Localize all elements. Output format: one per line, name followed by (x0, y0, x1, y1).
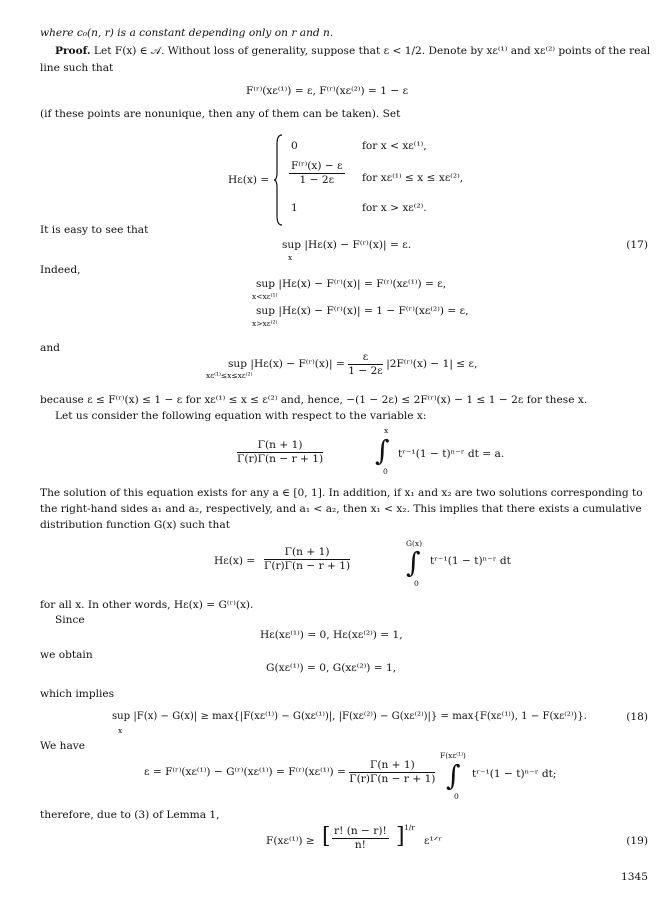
piecewise-condition-1: for x < xε⁽¹⁾, (362, 140, 427, 152)
equation-sup-upper-subscript: x>xε⁽²⁾ (252, 319, 278, 328)
piecewise-condition-3: for x > xε⁽²⁾. (362, 202, 427, 214)
text-line-11: the right-hand sides a₁ and a₂, respectively, and a₁ < a₂, then x₁ < x₂. This implies that there exists a cumulative (40, 503, 642, 515)
equation-H-values: Hε(xε⁽¹⁾) = 0, Hε(xε⁽²⁾) = 1, (260, 629, 403, 641)
equation-G-values: G(xε⁽¹⁾) = 0, G(xε⁽²⁾) = 1, (266, 662, 397, 674)
equation-integral-a (237, 440, 323, 464)
sup-middle-left: sup |Hε(x) − F⁽ʳ⁾(x)| = (228, 358, 345, 371)
equation-number-19: (19) (626, 835, 648, 847)
equation-number-17: (17) (626, 239, 648, 251)
equation-number-18: (18) (626, 711, 648, 723)
text-line-3: line such that (40, 62, 114, 74)
text-line-16: which implies (40, 688, 115, 700)
text-line-4: (if these points are nonunique, then any of them can be taken). Set (40, 108, 401, 120)
equation-17: sup |Hε(x) − F⁽ʳ⁾(x)| = ε. (282, 239, 412, 251)
integral-a-denominator: Γ(r)Γ(n − r + 1) (237, 452, 324, 465)
integral-sign-H-G: ∫ (406, 546, 421, 579)
epsilon-denominator: Γ(r)Γ(n − r + 1) (349, 772, 436, 785)
text-line-14: Since (55, 614, 85, 626)
integral-a-lower-limit: 0 (383, 467, 388, 476)
equation-points-definition: F⁽ʳ⁾(xε⁽¹⁾) = ε, F⁽ʳ⁾(xε⁽²⁾) = 1 − ε (246, 85, 409, 97)
proof-text: Let F(x) ∈ 𝒜. Without loss of generality, suppose that ε < 1/2. Denote by xε⁽¹⁾ and xε⁽²⁾ points of the real (93, 45, 651, 57)
text-line-8: because ε ≤ F⁽ʳ⁾(x) ≤ 1 − ε for xε⁽¹⁾ ≤ x ≤ ε⁽²⁾ and, hence, −(1 − 2ε) ≤ 2F⁽ʳ⁾(x) − 1 ≤ 1 − 2ε for these x. (40, 394, 588, 406)
integral-a-numerator: Γ(n + 1) (237, 440, 323, 453)
equation-19-epsilon-term: ε¹ᐟʳ (424, 835, 442, 847)
equation-18-subscript: x (118, 726, 123, 735)
text-line-15: we obtain (40, 649, 93, 661)
case-2-denominator: 1 − 2ε (299, 173, 335, 186)
text-line-10: The solution of this equation exists for any a ∈ [0, 1]. In addition, if x₁ and x₂ are two solutions corresponding to (40, 487, 643, 499)
text-line-12: distribution function G(x) such that (40, 519, 230, 531)
piecewise-brace (274, 134, 284, 226)
epsilon-left: ε = F⁽ʳ⁾(xε⁽¹⁾) − G⁽ʳ⁾(xε⁽¹⁾) = F⁽ʳ⁾(xε⁽¹⁾) = (144, 766, 346, 779)
integral-sign-epsilon: ∫ (446, 759, 461, 792)
piecewise-case-1: 0 (291, 140, 298, 152)
epsilon-integrand: tʳ⁻¹(1 − t)ⁿ⁻ʳ dt; (472, 768, 557, 780)
bracket-left: [ (322, 824, 331, 849)
epsilon-lower-limit: 0 (454, 792, 459, 801)
piecewise-lhs: Hε(x) = (228, 174, 270, 186)
epsilon-numerator: Γ(n + 1) (349, 760, 435, 773)
equation-sup-middle (228, 352, 477, 376)
integral-a-integrand: tʳ⁻¹(1 − t)ⁿ⁻ʳ dt = a. (398, 448, 505, 460)
equation-H-G-lhs: Hε(x) = (214, 555, 256, 567)
text-line-7: and (40, 342, 60, 354)
equation-sup-lower: sup |Hε(x) − F⁽ʳ⁾(x)| = F⁽ʳ⁾(xε⁽¹⁾) = ε, (256, 278, 447, 290)
H-G-upper-limit: G(x) (406, 539, 423, 548)
text-line-18: therefore, due to (3) of Lemma 1, (40, 809, 220, 821)
epsilon-upper-limit: F(xε⁽¹⁾) (440, 751, 466, 760)
H-G-lower-limit: 0 (414, 579, 419, 588)
sup-middle-numerator: ε (348, 352, 383, 365)
text-line-9: Let us consider the following equation with respect to the variable x: (55, 410, 427, 422)
bracket-right: ] (396, 824, 405, 849)
H-G-integrand: tʳ⁻¹(1 − t)ⁿ⁻ʳ dt (430, 555, 511, 567)
equation-19-lhs: F(xε⁽¹⁾) ≥ (266, 835, 315, 847)
H-G-numerator: Γ(n + 1) (264, 547, 350, 560)
page-number: 1345 (621, 871, 648, 883)
equation-H-G (264, 547, 350, 571)
equation-sup-upper: sup |Hε(x) − F⁽ʳ⁾(x)| = 1 − F⁽ʳ⁾(xε⁽²⁾) = ε, (256, 305, 469, 317)
equation-19-fraction (332, 826, 389, 850)
sup-middle-right: |2F⁽ʳ⁾(x) − 1| ≤ ε, (386, 358, 478, 371)
piecewise-condition-2: for xε⁽¹⁾ ≤ x ≤ xε⁽²⁾, (362, 172, 464, 184)
integral-sign-a: ∫ (375, 434, 390, 467)
case-2-numerator: F⁽ʳ⁾(x) − ε (291, 160, 343, 172)
equation-sup-middle-subscript: xε⁽¹⁾≤x≤xε⁽²⁾ (206, 371, 253, 380)
proof-label: Proof. (55, 45, 91, 57)
equation-19-numerator: r! (n − r)! (334, 825, 387, 837)
text-line-13: for all x. In other words, Hε(x) = G⁽ʳ⁾(x). (40, 599, 254, 611)
equation-17-subscript: x (288, 253, 293, 262)
text-line-1: where c₀(n, r) is a constant depending only on r and n. (40, 27, 334, 39)
piecewise-case-3: 1 (291, 202, 298, 214)
equation-19-power: 1/r (404, 823, 415, 832)
integral-a-upper-limit: x (384, 426, 389, 435)
piecewise-case-2 (289, 161, 345, 185)
text-line-17: We have (40, 740, 86, 752)
proof-line (55, 46, 650, 57)
equation-19-denominator: n! (354, 838, 366, 851)
text-line-6: Indeed, (40, 264, 81, 276)
H-G-denominator: Γ(r)Γ(n − r + 1) (264, 559, 351, 572)
equation-epsilon (144, 760, 435, 784)
equation-18: sup |F(x) − G(x)| ≥ max{|F(xε⁽¹⁾) − G(xε⁽¹⁾)|, |F(xε⁽²⁾) − G(xε⁽²⁾)|} = max{F(xε⁽¹⁾), 1 − F(xε⁽²⁾)}. (112, 711, 587, 722)
sup-middle-denominator: 1 − 2ε (348, 364, 383, 377)
equation-sup-lower-subscript: x<xε⁽¹⁾ (252, 292, 278, 301)
text-line-5: It is easy to see that (40, 224, 149, 236)
